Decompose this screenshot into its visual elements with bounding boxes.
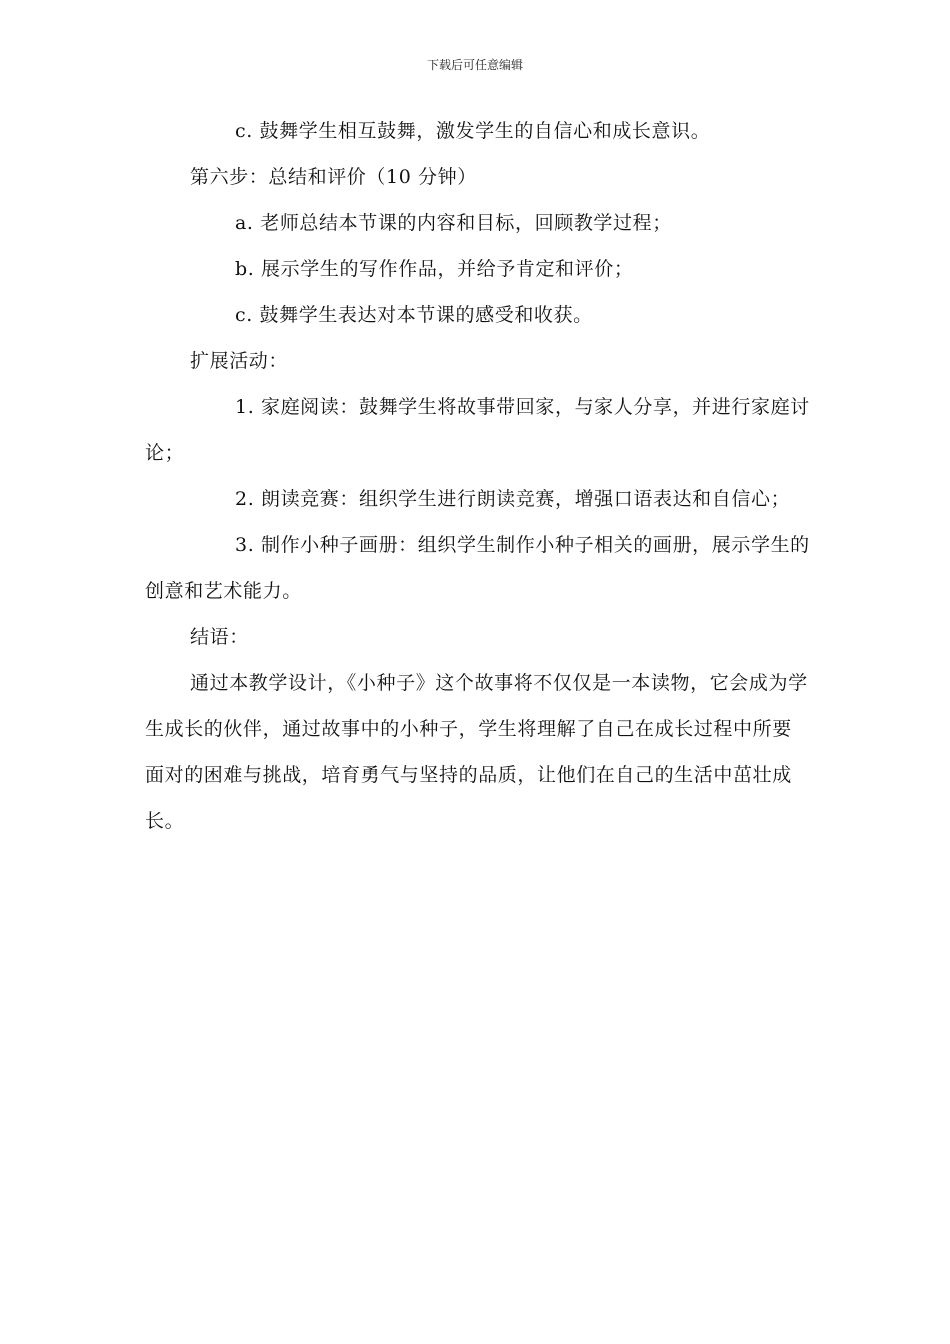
document-body: [145, 108, 810, 844]
item-text: 鼓舞学生相互鼓舞，激发学生的自信心和成长意识。: [259, 120, 711, 142]
extension-item-2: [145, 476, 810, 522]
step6-item-a: [145, 200, 810, 246]
item-label: c.: [235, 304, 253, 326]
extension-item-1: [145, 384, 810, 476]
conclusion-title: 结语：: [190, 626, 249, 648]
item-text: 展示学生的写作作品，并给予肯定和评价；: [261, 258, 634, 280]
extension-title: 扩展活动：: [190, 350, 289, 372]
item-text: 家庭阅读：鼓舞学生将故事带回家，与家人分享，并进行家庭讨论；: [145, 396, 810, 464]
item-label: c.: [235, 120, 253, 142]
item-text: 鼓舞学生表达对本节课的感受和收获。: [259, 304, 593, 326]
item-text: 制作小种子画册：组织学生制作小种子相关的画册，展示学生的创意和艺术能力。: [145, 534, 810, 602]
step6-title: 第六步：总结和评价（10 分钟）: [190, 166, 477, 188]
item-label: 1.: [235, 396, 255, 418]
conclusion-paragraph: 通过本教学设计，《小种子》这个故事将不仅仅是一本读物，它会成为学生成长的伙伴，通过故事中的小种子，学生将理解了自己在成长过程中所要面对的困难与挑战，培育勇气与坚持的品质，让他们在自己的生活中茁壮成长。: [145, 672, 808, 832]
step6-item-b: [145, 246, 810, 292]
item-label: a.: [235, 212, 254, 234]
item-text: 老师总结本节课的内容和目标，回顾教学过程；: [260, 212, 672, 234]
item-label: b.: [235, 258, 255, 280]
item-label: 3.: [235, 534, 255, 556]
item-text: 朗读竞赛：组织学生进行朗读竞赛，增强口语表达和自信心；: [260, 488, 791, 510]
item-label: 2.: [235, 488, 255, 510]
step6-item-c: [145, 292, 810, 338]
extension-item-3: [145, 522, 810, 614]
page-header: 下载后可任意编辑: [426, 58, 523, 72]
step5-item-c: [145, 108, 810, 154]
